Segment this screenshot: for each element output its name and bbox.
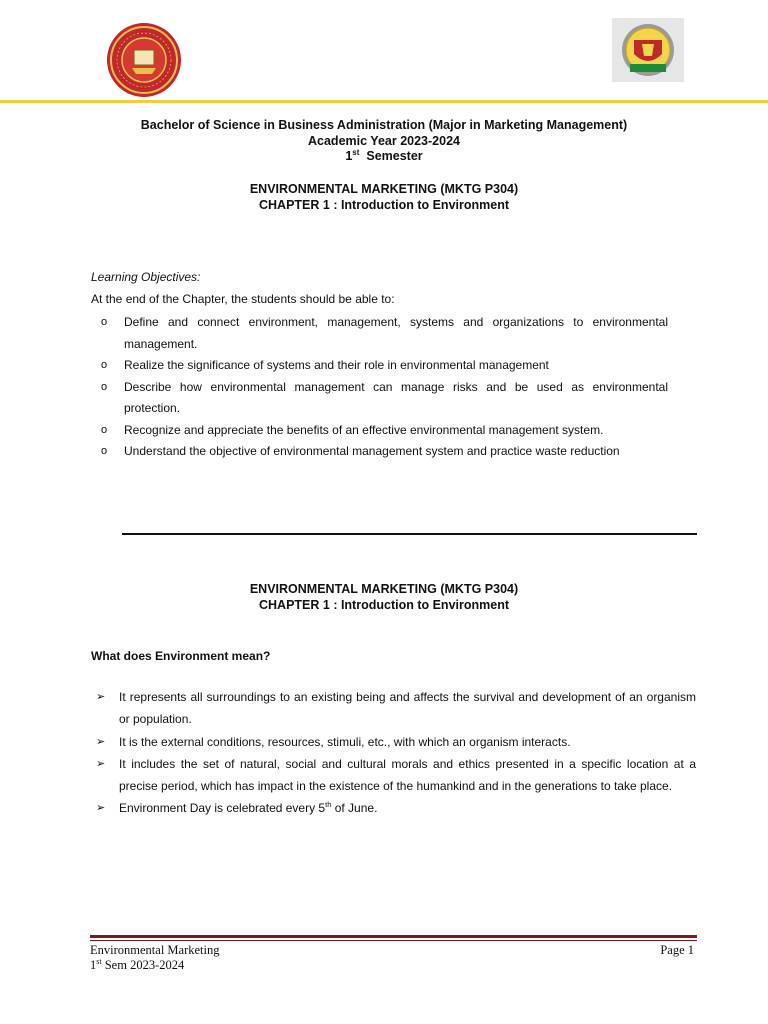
chapter-title-2: CHAPTER 1 : Introduction to Environment — [259, 598, 509, 612]
environment-list — [96, 686, 696, 820]
list-item: o Understand the objective of environmental management system and practice waste reduction — [98, 441, 668, 463]
course-title-2: ENVIRONMENTAL MARKETING (MKTG P304) — [249, 582, 519, 596]
list-item: ➢ Environment Day is celebrated every 5th of June. — [96, 797, 696, 819]
list-item: ➢ It includes the set of natural, social and cultural morals and ethics presented in a specific location at a precise period, which has impact in the existence of the humankind and in the generations to take place. — [96, 753, 696, 798]
semester-line: 1st Semester — [345, 147, 423, 163]
list-item: o Describe how environmental management can manage risks and be used as environmental protection. — [98, 377, 668, 420]
footer-rule-thin — [90, 940, 697, 941]
list-item: o Define and connect environment, management, systems and organizations to environmental management. — [98, 312, 668, 355]
header-rule — [0, 100, 768, 103]
footer-title: Environmental Marketing — [90, 943, 220, 957]
arrow-bullet-icon: ➢ — [96, 757, 106, 770]
list-item: ➢ It represents all surroundings to an existing being and affects the survival and development of an organism or population. — [96, 686, 696, 731]
environment-question: What does Environment mean? — [91, 649, 271, 663]
bullet-icon: o — [101, 423, 108, 436]
chapter-title: CHAPTER 1 : Introduction to Environment — [259, 198, 509, 212]
objectives-intro: At the end of the Chapter, the students should be able to: — [91, 292, 395, 306]
bullet-icon: o — [101, 445, 108, 457]
program-title: Bachelor of Science in Business Administration (Major in Marketing Management) — [140, 118, 628, 132]
course-title: ENVIRONMENTAL MARKETING (MKTG P304) — [249, 182, 519, 196]
academic-year: Academic Year 2023-2024 — [308, 134, 460, 148]
page-number: Page 1 — [660, 943, 694, 957]
arrow-bullet-icon: ➢ — [96, 735, 106, 748]
list-item: o Realize the significance of systems and their role in environmental management — [98, 355, 668, 377]
university-seal-icon — [106, 22, 182, 98]
arrow-bullet-icon: ➢ — [96, 691, 106, 703]
objectives-list — [98, 312, 668, 463]
college-emblem-icon — [612, 18, 684, 82]
bullet-icon: o — [101, 380, 108, 393]
arrow-bullet-icon: ➢ — [96, 802, 106, 815]
bullet-icon: o — [101, 316, 108, 328]
list-item: o Recognize and appreciate the benefits of an effective environmental management system. — [98, 420, 668, 442]
bullet-icon: o — [101, 359, 108, 371]
objectives-heading: Learning Objectives: — [91, 270, 201, 284]
list-item: ➢ It is the external conditions, resources, stimuli, etc., with which an organism interacts. — [96, 731, 696, 753]
section-divider — [122, 533, 697, 535]
footer-rule — [90, 935, 697, 938]
footer-semester: 1st Sem 2023-2024 — [90, 956, 185, 972]
